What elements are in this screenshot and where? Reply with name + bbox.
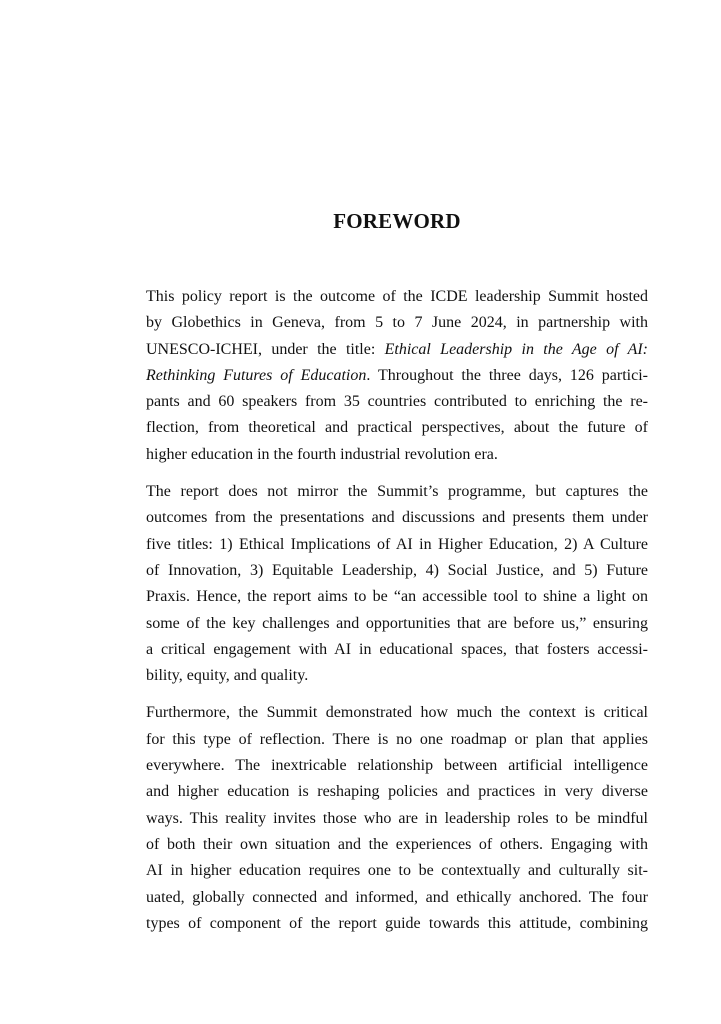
text-line xyxy=(146,337,648,363)
text-line: The report does not mirror the Summit’s programme, but captures the xyxy=(146,483,648,501)
text-line: flection, from theoretical and practical perspectives, about the future of xyxy=(146,419,648,437)
text-line: Furthermore, the Summit demonstrated how much the context is critical xyxy=(146,704,648,722)
text-line: pants and 60 speakers from 35 countries contributed to enriching the re- xyxy=(146,393,648,411)
text-line: This policy report is the outcome of the ICDE leadership Summit hosted xyxy=(146,288,648,305)
text-line: and higher education is reshaping policies and practices in very diverse xyxy=(146,783,648,801)
text-line: types of component of the report guide towards this attitude, combining xyxy=(146,914,648,932)
text-line: AI in higher education requires one to be contextually and culturally sit- xyxy=(146,862,648,880)
italic-title-part: Rethinking Futures of Education xyxy=(146,366,367,384)
paragraph-2 xyxy=(146,479,648,689)
text-line: bility, equity, and quality. xyxy=(146,667,309,685)
text-line: of Innovation, 3) Equitable Leadership, 4) Social Justice, and 5) Future xyxy=(146,561,648,579)
italic-title-part: Ethical Leadership in the Age of AI: xyxy=(384,340,649,358)
text-line: five titles: 1) Ethical Implications of AI in Higher Education, 2) A Culture xyxy=(146,535,648,553)
paragraph-1 xyxy=(146,284,648,468)
paragraph-3 xyxy=(146,700,648,937)
text-line: some of the key challenges and opportunities that are before us,” ensuring xyxy=(146,614,648,632)
text-line xyxy=(146,363,648,389)
text-line: uated, globally connected and informed, and ethically anchored. The four xyxy=(146,888,648,906)
text-line: for this type of reflection. There is no one roadmap or plan that applies xyxy=(146,730,648,748)
text-line: higher education in the fourth industrial revolution era. xyxy=(146,445,498,463)
page-title: FOREWORD xyxy=(333,209,461,233)
text-run: UNESCO-ICHEI, under the title: xyxy=(146,340,385,358)
text-line: of both their own situation and the experiences of others. Engaging with xyxy=(146,835,648,853)
text-line: Praxis. Hence, the report aims to be “an accessible tool to shine a light on xyxy=(146,588,648,606)
text-line: ways. This reality invites those who are in leadership roles to be mindful xyxy=(146,809,648,827)
text-run: . Throughout the three days, 126 partici- xyxy=(366,366,649,384)
text-line: a critical engagement with AI in educational spaces, that fosters accessi- xyxy=(146,640,648,658)
text-line: everywhere. The inextricable relationship between artificial intelligence xyxy=(146,757,648,775)
text-line: outcomes from the presentations and discussions and presents them under xyxy=(146,509,648,527)
foreword-body xyxy=(146,284,648,937)
text-line: by Globethics in Geneva, from 5 to 7 June 2024, in partnership with xyxy=(146,314,648,332)
